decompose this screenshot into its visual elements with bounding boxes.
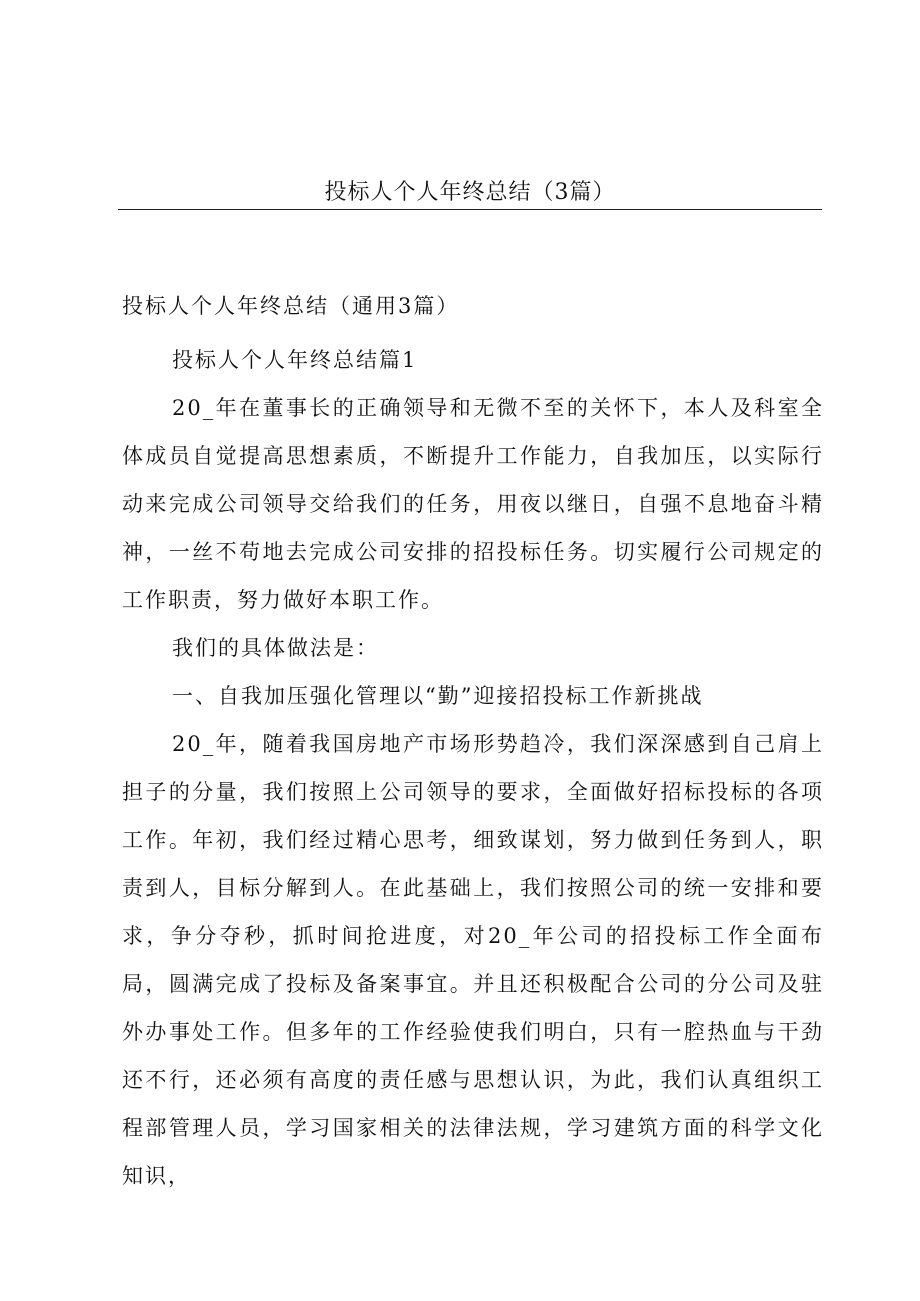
document-heading: 投标人个人年终总结（通用3篇） xyxy=(122,294,460,318)
title-underline xyxy=(118,209,822,210)
paragraph-intro: 20_年在董事长的正确领导和无微不至的关怀下，本人及科室全体成员自觉提高思想素质，不断提升工作能力，自我加压，以实际行动来完成公司领导交给我们的任务，用夜以继日，自强不息地奋斗精神，一丝不苟地去完成公司安排的招投标任务。切实履行公司规定的工作职责，努力做好本职工作。 xyxy=(122,396,824,612)
paragraph-methods-lead: 我们的具体做法是： xyxy=(172,636,379,660)
section-title: 投标人个人年终总结篇1 xyxy=(172,348,418,372)
document-body xyxy=(122,282,824,1200)
paragraph-body-1: 20_年，随着我国房地产市场形势趋冷，我们深深感到自己肩上担子的分量，我们按照上公司领导的要求，全面做好招标投标的各项工作。年初，我们经过精心思考，细致谋划，努力做到任务到人，职责到人，目标分解到人。在此基础上，我们按照公司的统一安排和要求，争分夺秒，抓时间抢进度，对20_年公司的招投标工作全面布局，圆满完成了投标及备案事宜。并且还积极配合公司的分公司及驻外办事处工作。但多年的工作经验使我们明白，只有一腔热血与干劲还不行，还必须有高度的责任感与思想认识，为此，我们认真组织工程部管理人员，学习国家相关的法律法规，学习建筑方面的科学文化知识， xyxy=(122,732,824,1188)
document-title: 投标人个人年终总结（3篇） xyxy=(324,180,616,205)
paragraph-subheading-1: 一、自我加压强化管理以“勤”迎接招投标工作新挑战 xyxy=(172,684,704,708)
